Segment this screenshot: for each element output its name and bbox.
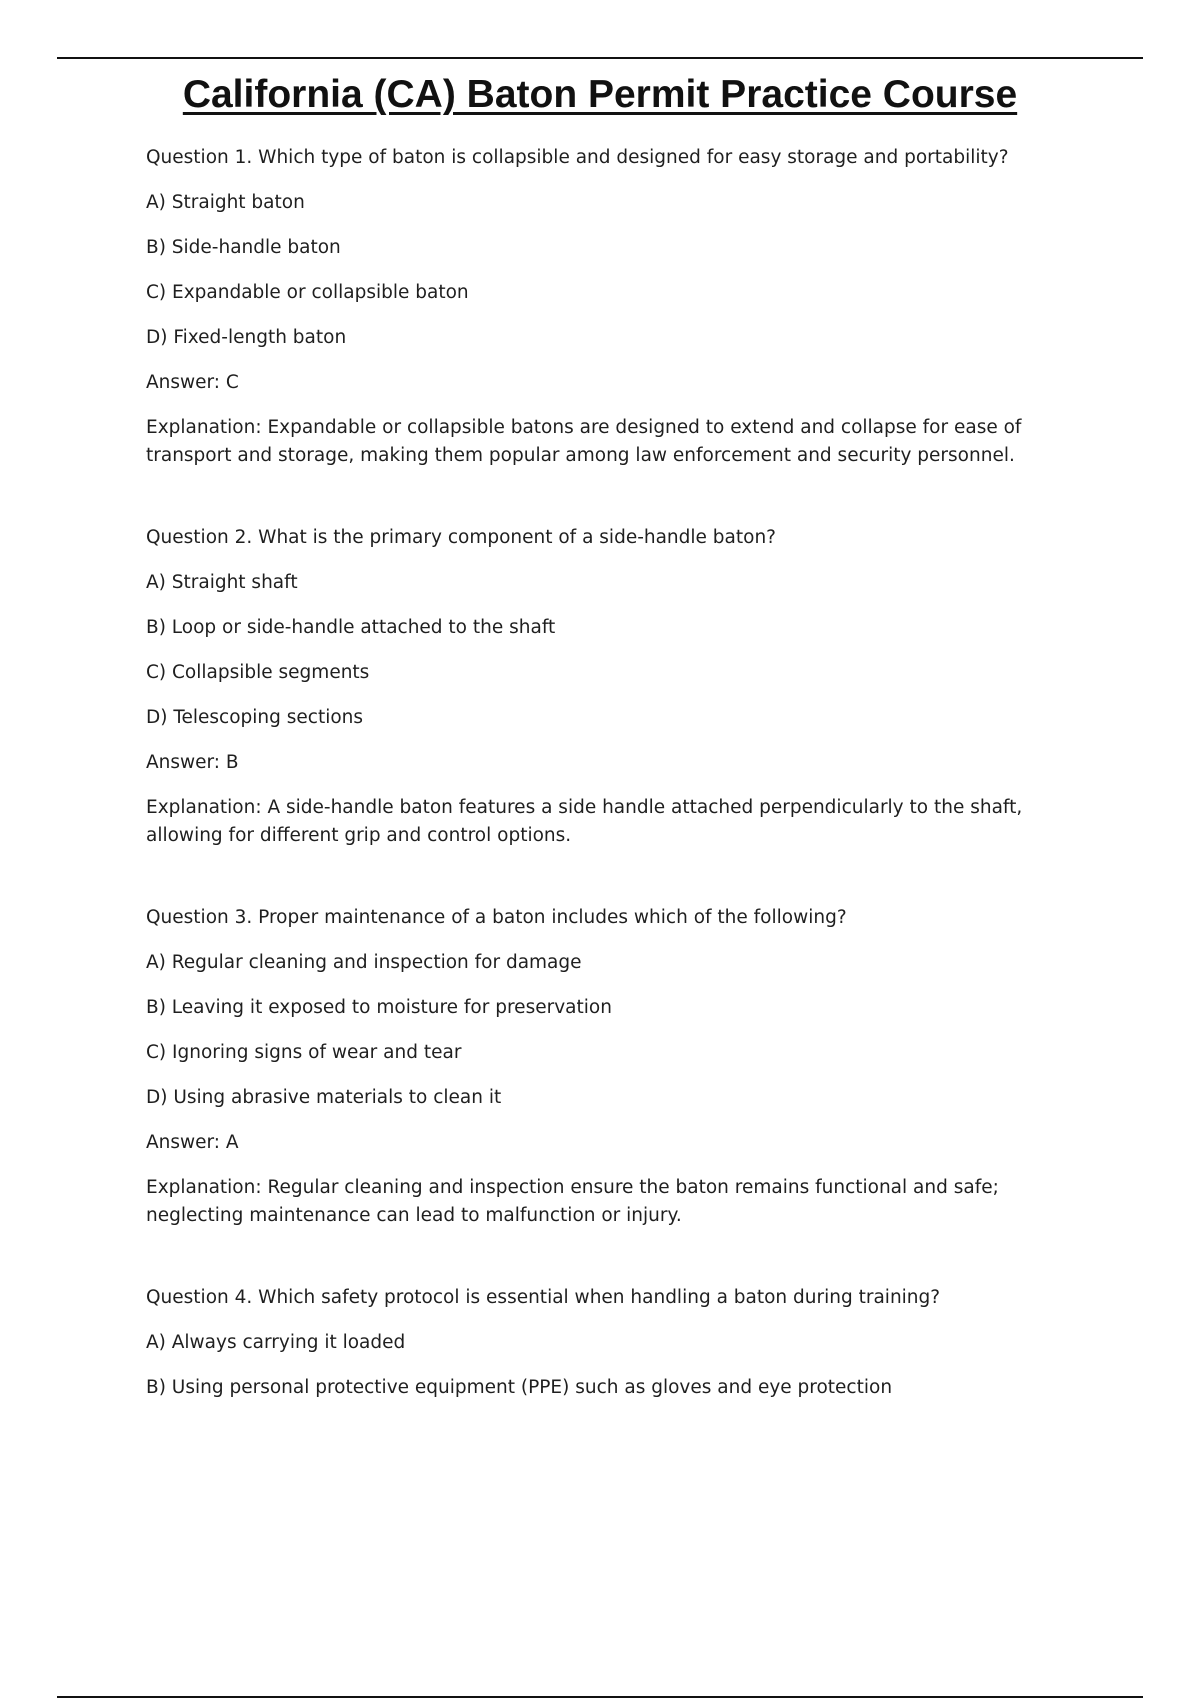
option-b: B) Leaving it exposed to moisture for preservation — [146, 997, 612, 1018]
question-block-2 — [146, 524, 1086, 850]
document-body — [146, 144, 1086, 1456]
option-b: B) Side-handle baton — [146, 237, 341, 258]
option-a: A) Regular cleaning and inspection for damage — [146, 952, 582, 973]
question-text: Question 4. Which safety protocol is essential when handling a baton during training? — [146, 1287, 941, 1308]
top-rule — [57, 57, 1143, 59]
question-block-4 — [146, 1284, 1086, 1402]
option-b: B) Loop or side-handle attached to the shaft — [146, 617, 556, 638]
option-c: C) Expandable or collapsible baton — [146, 282, 469, 303]
option-c: C) Collapsible segments — [146, 662, 370, 683]
option-c: C) Ignoring signs of wear and tear — [146, 1042, 462, 1063]
explanation: Explanation: A side-handle baton features a side handle attached perpendicularly to the shaft, allowing for different grip and control options. — [146, 797, 1023, 846]
explanation: Explanation: Regular cleaning and inspection ensure the baton remains functional and safe; neglecting maintenance can lead to malfunction or injury. — [146, 1177, 999, 1226]
answer: Answer: C — [146, 372, 239, 393]
question-text: Question 1. Which type of baton is collapsible and designed for easy storage and portability? — [146, 147, 1009, 168]
page-title-text: California (CA) Baton Permit Practice Course — [182, 73, 1018, 116]
option-a: A) Always carrying it loaded — [146, 1332, 406, 1353]
option-d: D) Using abrasive materials to clean it — [146, 1087, 502, 1108]
page-title — [0, 70, 1200, 120]
option-b: B) Using personal protective equipment (PPE) such as gloves and eye protection — [146, 1377, 893, 1398]
question-text: Question 3. Proper maintenance of a baton includes which of the following? — [146, 907, 847, 928]
explanation: Explanation: Expandable or collapsible batons are designed to extend and collapse for ease of transport and storage, making them popular among law enforcement and security personnel. — [146, 417, 1022, 466]
option-a: A) Straight shaft — [146, 572, 298, 593]
question-block-1 — [146, 144, 1086, 470]
question-block-3 — [146, 904, 1086, 1230]
bottom-rule — [57, 1696, 1143, 1698]
answer: Answer: A — [146, 1132, 239, 1153]
option-a: A) Straight baton — [146, 192, 305, 213]
option-d: D) Telescoping sections — [146, 707, 364, 728]
question-text: Question 2. What is the primary component of a side-handle baton? — [146, 527, 777, 548]
answer: Answer: B — [146, 752, 239, 773]
option-d: D) Fixed-length baton — [146, 327, 347, 348]
